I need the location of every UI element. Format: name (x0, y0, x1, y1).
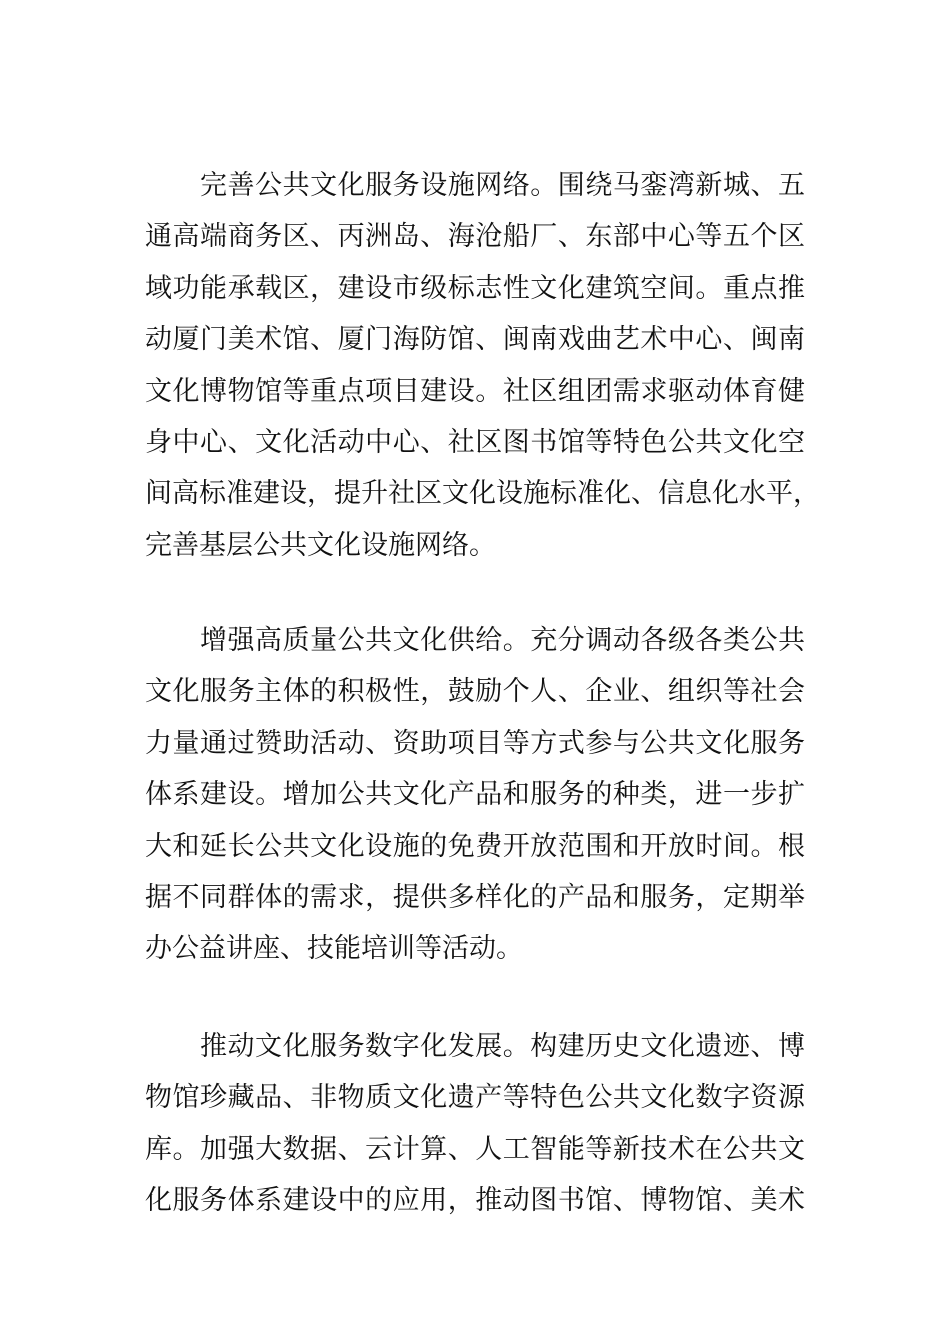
text-line: 库。加强大数据、云计算、人工智能等新技术在公共文 (145, 1133, 805, 1165)
text-line: 域功能承载区，建设市级标志性文化建筑空间。重点推 (145, 272, 805, 304)
text-line: 动厦门美术馆、厦门海防馆、闽南戏曲艺术中心、闽南 (145, 324, 805, 356)
text-line: 文化博物馆等重点项目建设。社区组团需求驱动体育健 (145, 375, 805, 407)
text-line: 文化服务主体的积极性，鼓励个人、企业、组织等社会 (145, 676, 805, 708)
text-line: 完善公共文化服务设施网络。围绕马銮湾新城、五 (200, 170, 805, 201)
text-line: 间高标准建设，提升社区文化设施标准化、信息化水平， (145, 478, 820, 510)
text-line: 身中心、文化活动中心、社区图书馆等特色公共文化空 (145, 426, 805, 458)
text-line: 完善基层公共文化设施网络。 (145, 529, 496, 561)
paragraph-digital-development (145, 1021, 805, 1227)
paragraph-cultural-supply (145, 615, 805, 975)
text-line: 力量通过赞助活动、资助项目等方式参与公共文化服务 (145, 727, 805, 759)
text-line: 体系建设。增加公共文化产品和服务的种类，进一步扩 (145, 779, 805, 811)
text-line: 据不同群体的需求，提供多样化的产品和服务，定期举 (145, 881, 805, 913)
paragraph-facility-network (145, 160, 820, 571)
text-line: 增强高质量公共文化供给。充分调动各级各类公共 (200, 625, 805, 656)
text-line: 大和延长公共文化设施的免费开放范围和开放时间。根 (145, 830, 805, 862)
text-line: 化服务体系建设中的应用，推动图书馆、博物馆、美术 (145, 1185, 805, 1217)
text-line: 通高端商务区、丙洲岛、海沧船厂、东部中心等五个区 (145, 221, 805, 253)
text-line: 办公益讲座、技能培训等活动。 (145, 933, 523, 965)
text-line: 物馆珍藏品、非物质文化遗产等特色公共文化数字资源 (145, 1082, 805, 1114)
text-line: 推动文化服务数字化发展。构建历史文化遗迹、博 (200, 1031, 805, 1062)
